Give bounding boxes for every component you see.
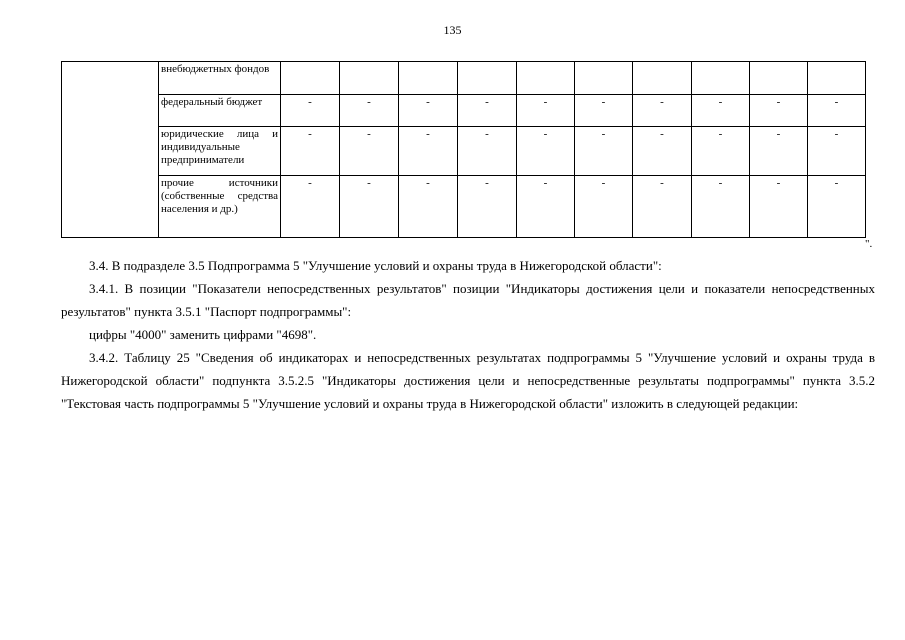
paragraph-3-4-1: 3.4.1. В позиции "Показатели непосредственных результатов" позиции "Индикаторы достижения цели и показатели непосредственных результатов" пункта 3.5.1 "Паспорт подпрограммы": [61, 281, 875, 319]
merged-empty-cell [62, 62, 159, 238]
table-row [62, 176, 866, 238]
value-cell: - [399, 95, 458, 127]
table-row [62, 127, 866, 176]
page-number: 135 [443, 23, 462, 37]
value-cell: - [517, 95, 575, 127]
value-cell [633, 62, 692, 95]
value-cell: - [517, 176, 575, 238]
table-row [62, 62, 866, 95]
value-cell: - [692, 127, 750, 176]
value-cell [517, 62, 575, 95]
row-label: прочие источники (собственные средства населения и др.) [159, 176, 281, 238]
value-cell [458, 62, 517, 95]
value-cell: - [692, 176, 750, 238]
row-label: внебюджетных фондов [159, 62, 281, 95]
value-cell: - [281, 95, 340, 127]
value-cell: - [458, 176, 517, 238]
table-row [62, 95, 866, 127]
value-cell: - [340, 176, 399, 238]
value-cell: - [750, 127, 808, 176]
value-cell: - [575, 95, 633, 127]
value-cell: - [808, 176, 866, 238]
paragraph-3-4-2: 3.4.2. Таблицу 25 "Сведения об индикаторах и непосредственных результатах подпрограммы 5 "Улучшение условий и охраны труда в Нижегородской области" подпункта 3.5.2.5 "Индикаторы достижения цели и непосредственные результаты подпрограммы" пункта 3.5.2 "Текстовая часть подпрограммы 5 "Улучшение условий и охраны труда в Нижегородской области" изложить в следующей редакции: [61, 350, 875, 411]
value-cell: - [633, 176, 692, 238]
value-cell: - [458, 95, 517, 127]
value-cell: - [575, 176, 633, 238]
row-label: федеральный бюджет [159, 95, 281, 127]
value-cell [575, 62, 633, 95]
value-cell [340, 62, 399, 95]
value-cell: - [281, 176, 340, 238]
body-text [61, 254, 875, 415]
value-cell: - [399, 127, 458, 176]
value-cell [399, 62, 458, 95]
value-cell: - [340, 95, 399, 127]
value-cell [808, 62, 866, 95]
value-cell [750, 62, 808, 95]
funding-sources-table [61, 61, 866, 238]
value-cell: - [808, 127, 866, 176]
value-cell: - [575, 127, 633, 176]
row-label: юридические лица и индивидуальные предприниматели [159, 127, 281, 176]
paragraph-replace-figures: цифры "4000" заменить цифрами "4698". [89, 327, 317, 342]
value-cell: - [750, 95, 808, 127]
value-cell: - [692, 95, 750, 127]
value-cell: - [458, 127, 517, 176]
value-cell: - [340, 127, 399, 176]
value-cell: - [808, 95, 866, 127]
value-cell: - [399, 176, 458, 238]
value-cell [281, 62, 340, 95]
paragraph-3-4: 3.4. В подразделе 3.5 Подпрограмма 5 "Улучшение условий и охраны труда в Нижегородской области": [89, 258, 662, 273]
value-cell: - [517, 127, 575, 176]
value-cell: - [633, 95, 692, 127]
value-cell: - [633, 127, 692, 176]
value-cell: - [281, 127, 340, 176]
closing-quote-mark: ". [865, 238, 873, 250]
value-cell: - [750, 176, 808, 238]
value-cell [692, 62, 750, 95]
